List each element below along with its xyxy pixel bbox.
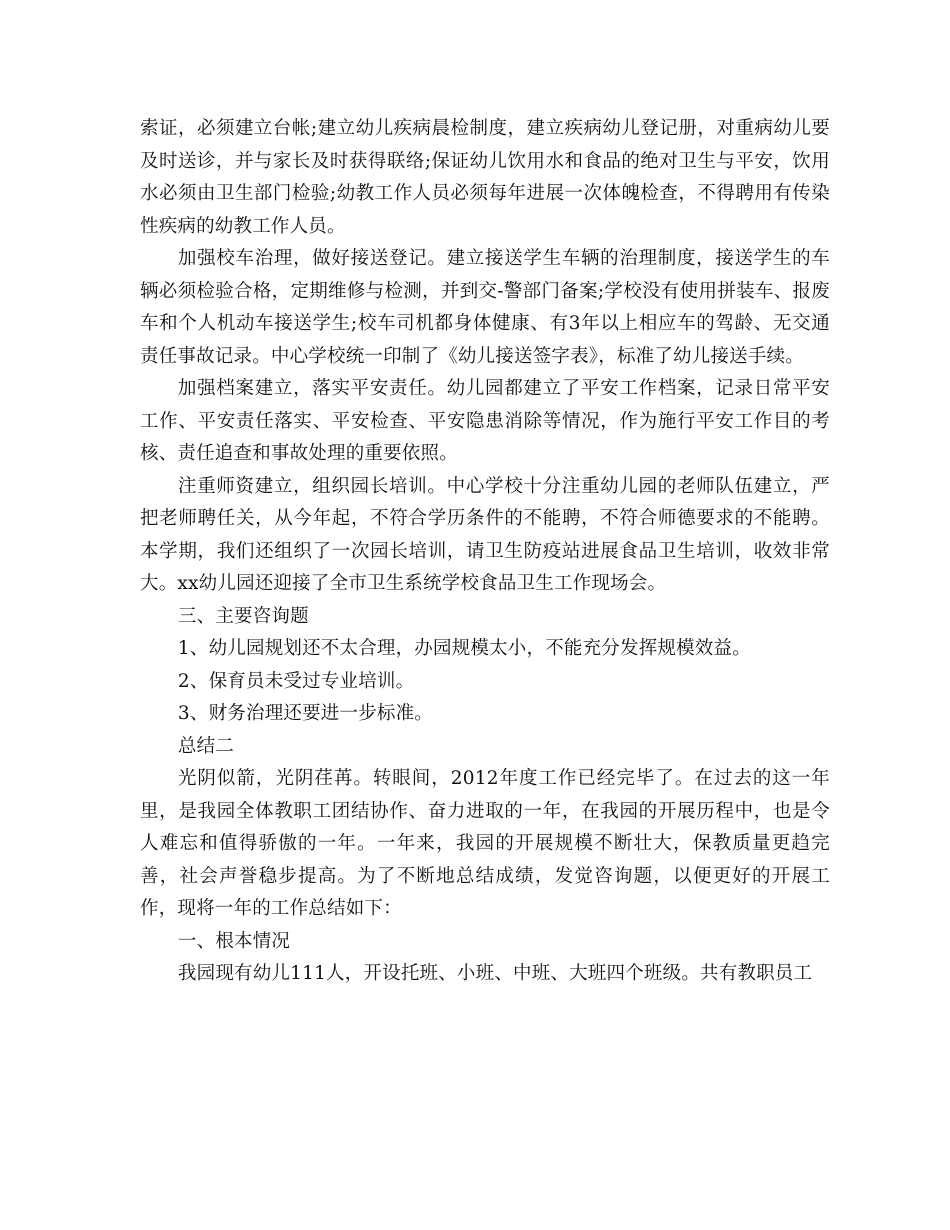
section-heading-main-issues: 三、主要咨询题 [177, 605, 309, 627]
section-heading-summary-two: 总结二 [177, 735, 235, 757]
section-heading-basic-situation: 一、根本情况 [177, 930, 291, 952]
paragraph-summary-intro: 光阴似箭，光阴荏苒。转眼间，2012年度工作已经完毕了。在过去的这一年里，是我园全体教职工团结协作、奋力进取的一年，在我园的开展历程中，也是令人难忘和值得骄傲的一年。一年来，我园的开展规模不断壮大，保教质量更趋完善，社会声誉稳步提高。为了不断地总结成绩，发觉咨询题，以便更好的开展工作，现将一年的工作总结如下： [140, 768, 830, 919]
list-item-issue-2: 2、保育员未受过专业培训。 [177, 670, 415, 692]
paragraph-archives: 加强档案建立，落实平安责任。幼儿园都建立了平安工作档案，记录日常平安工作、平安责任落实、平安检查、平安隐患消除等情况，作为施行平安工作目的考核、责任追查和事故处理的重要依照。 [140, 378, 830, 464]
paragraph-basic-situation: 我园现有幼儿111人，开设托班、小班、中班、大班四个班级。共有教职员工 [177, 963, 813, 984]
paragraph-teacher-training: 注重师资建立，组织园长培训。中心学校十分注重幼儿园的老师队伍建立，严把老师聘任关，从今年起，不符合学历条件的不能聘，不符合师德要求的不能聘。本学期，我们还组织了一次园长培训，请卫生防疫站进展食品卫生培训，收效非常大。xx幼儿园还迎接了全市卫生系统学校食品卫生工作现场会。 [140, 475, 830, 594]
paragraph-continued: 索证，必须建立台帐;建立幼儿疾病晨检制度，建立疾病幼儿登记册，对重病幼儿要及时送诊，并与家长及时获得联络;保证幼儿饮用水和食品的绝对卫生与平安，饮用水必须由卫生部门检验;幼教工作人员必须每年进展一次体魄检查，不得聘用有传染性疾病的幼教工作人员。 [140, 118, 830, 237]
paragraph-school-bus: 加强校车治理，做好接送登记。建立接送学生车辆的治理制度，接送学生的车辆必须检验合格，定期维修与检测，并到交-警部门备案;学校没有使用拼装车、报废车和个人机动车接送学生;校车司机都身体健康、有3年以上相应车的驾龄、无交通责任事故记录。中心学校统一印制了《幼儿接送签字表》，标准了幼儿接送手续。 [140, 248, 831, 367]
document-body [140, 113, 830, 991]
list-item-issue-1: 1、幼儿园规划还不太合理，办园规模太小，不能充分发挥规模效益。 [177, 638, 751, 659]
list-item-issue-3: 3、财务治理还要进一步标准。 [177, 703, 433, 724]
